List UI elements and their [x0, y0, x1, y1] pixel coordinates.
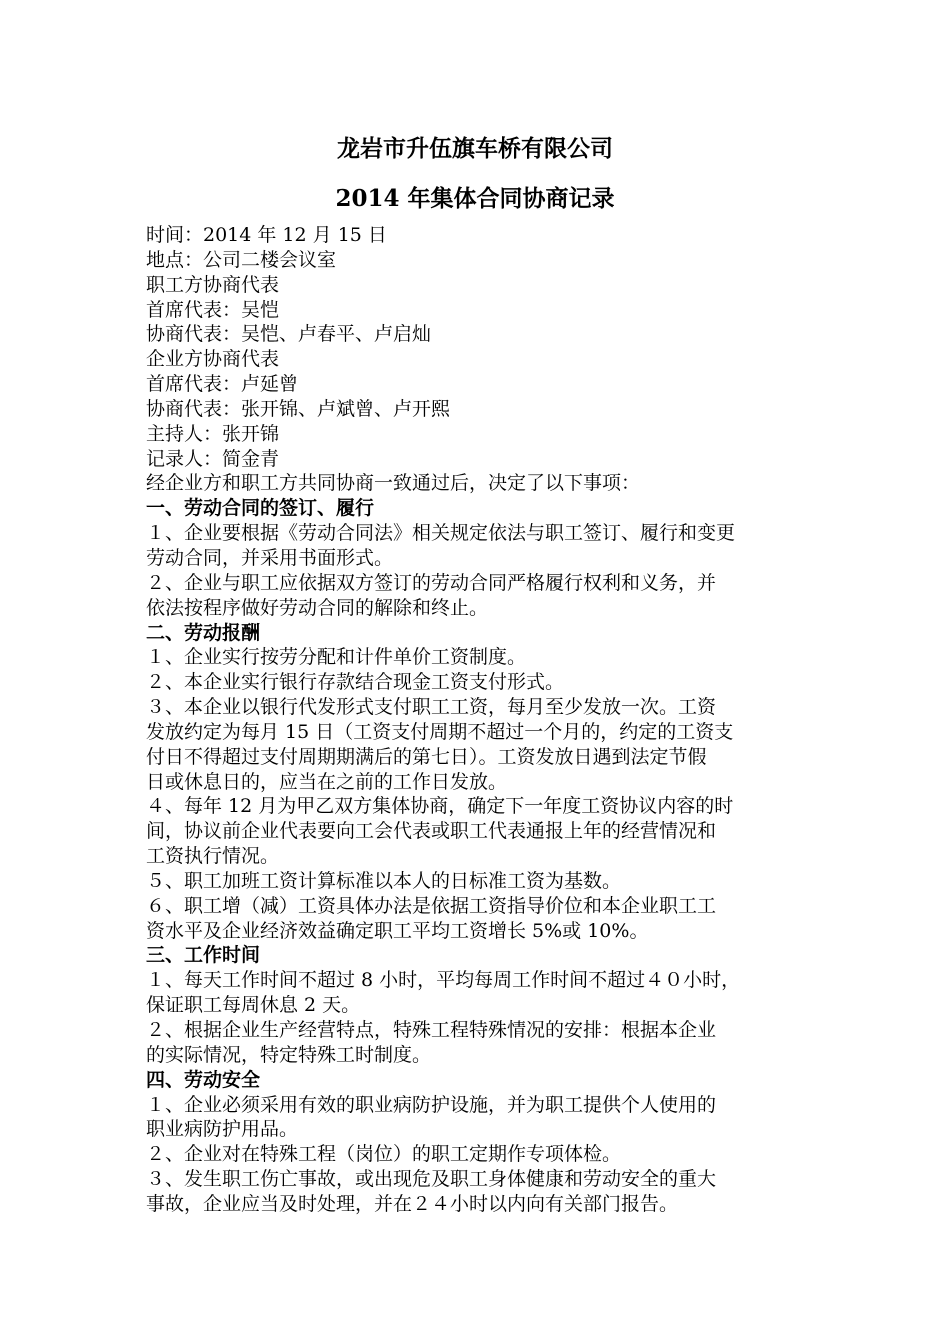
- paragraph-line: 劳动合同，并采用书面形式。: [146, 546, 394, 569]
- recorder: 记录人：简金青: [146, 447, 280, 470]
- paragraph-line: ３、发生职工伤亡事故，或出现危及职工身体健康和劳动安全的重大: [146, 1168, 717, 1191]
- paragraph-line: 发放约定为每月 15 日（工资支付周期不超过一个月的，约定的工资支: [146, 720, 734, 743]
- record-title: 2014 年集体合同协商记录: [335, 185, 615, 212]
- paragraph-line: 依法按程序做好劳动合同的解除和终止。: [146, 596, 489, 619]
- paragraph-line: 事故，企业应当及时处理，并在２４小时以内向有关部门报告。: [146, 1192, 679, 1215]
- meeting-time: 时间：2014 年 12 月 15 日: [146, 224, 387, 246]
- paragraph-line: 间，协议前企业代表要向工会代表或职工代表通报上年的经营情况和: [146, 820, 717, 843]
- paragraph-line: 资水平及企业经济效益确定职工平均工资增长 5%或 10%。: [146, 919, 649, 942]
- paragraph-line: 工资执行情况。: [146, 845, 280, 868]
- employee-chief-rep: 首席代表：吴恺: [146, 298, 280, 321]
- paragraph-line: １、每天工作时间不超过 8 小时，平均每周工作时间不超过４０小时，: [146, 969, 741, 992]
- paragraph-line: ６、职工增（减）工资具体办法是依据工资指导价位和本企业职工工: [146, 894, 717, 917]
- paragraph-line: ２、根据企业生产经营特点，特殊工程特殊情况的安排：根据本企业: [146, 1019, 717, 1041]
- paragraph-line: １、企业必须采用有效的职业病防护设施，并为职工提供个人使用的: [146, 1093, 717, 1116]
- section-heading-contract: 一、劳动合同的签订、履行: [146, 497, 375, 520]
- intro-paragraph: 经企业方和职工方共同协商一致通过后，决定了以下事项：: [146, 472, 641, 495]
- company-title: 龙岩市升伍旗车桥有限公司: [337, 135, 613, 162]
- section-heading-remuneration: 二、劳动报酬: [146, 621, 261, 644]
- host: 主持人：张开锦: [146, 422, 280, 445]
- paragraph-line: ２、企业与职工应依据双方签订的劳动合同严格履行权利和义务，并: [146, 571, 717, 594]
- paragraph-line: 日或休息日的，应当在之前的工作日发放。: [146, 770, 508, 793]
- enterprise-chief-rep: 首席代表：卢延曾: [146, 373, 299, 396]
- paragraph-line: ２、本企业实行银行存款结合现金工资支付形式。: [146, 671, 565, 694]
- enterprise-reps: 协商代表：张开锦、卢斌曾、卢开熙: [146, 397, 451, 420]
- paragraph-line: 保证职工每周休息 2 天。: [146, 994, 361, 1017]
- paragraph-line: 付日不得超过支付周期期满后的第七日）。工资发放日遇到法定节假: [146, 745, 707, 768]
- paragraph-line: １、企业要根据《劳动合同法》相关规定依法与职工签订、履行和变更: [146, 522, 736, 545]
- paragraph-line: ４、每年 12 月为甲乙双方集体协商，确定下一年度工资协议内容的时: [146, 795, 734, 818]
- paragraph-line: １、企业实行按劳分配和计件单价工资制度。: [146, 646, 527, 669]
- section-heading-labor-safety: 四、劳动安全: [146, 1068, 261, 1091]
- employee-side-label: 职工方协商代表: [146, 273, 280, 296]
- paragraph-line: ３、本企业以银行代发形式支付职工工资，每月至少发放一次。工资: [146, 696, 717, 719]
- paragraph-line: ５、职工加班工资计算标准以本人的日标准工资为基数。: [146, 869, 622, 892]
- meeting-place: 地点：公司二楼会议室: [146, 248, 337, 271]
- paragraph-line: 的实际情况，特定特殊工时制度。: [146, 1043, 432, 1066]
- employee-reps: 协商代表：吴恺、卢春平、卢启灿: [146, 323, 432, 346]
- section-heading-working-hours: 三、工作时间: [146, 944, 261, 967]
- enterprise-side-label: 企业方协商代表: [146, 348, 280, 371]
- paragraph-line: 职业病防护用品。: [146, 1118, 299, 1141]
- document-body: [146, 223, 818, 1217]
- paragraph-line: ２、企业对在特殊工程（岗位）的职工定期作专项体检。: [146, 1143, 622, 1166]
